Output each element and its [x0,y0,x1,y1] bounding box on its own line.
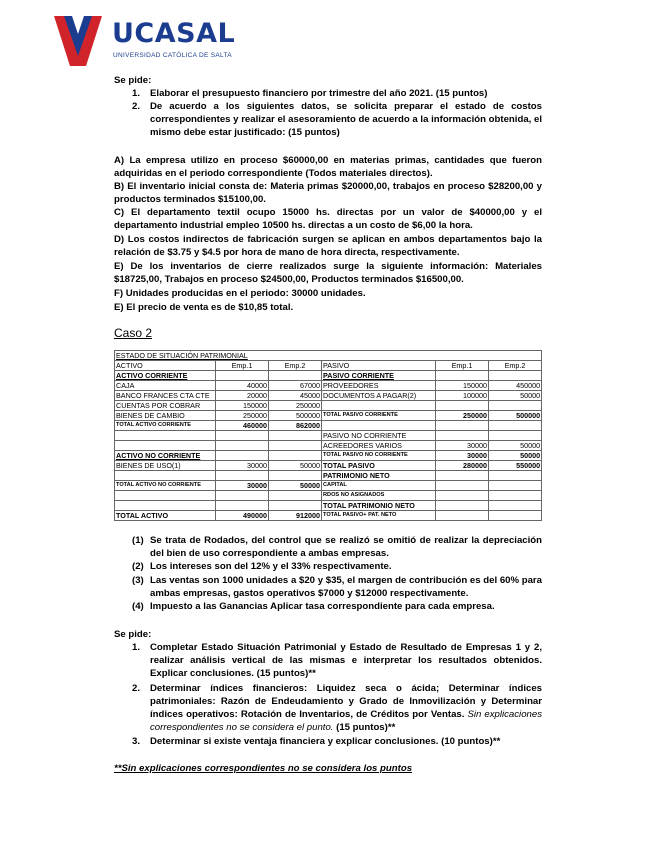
table-cell [216,431,269,441]
table-cell [489,421,542,431]
header-pasivo: PASIVO [322,361,436,371]
list-number: 1. [132,642,141,653]
note-text: Se trata de Rodados, del control que se realizó se omitió de realizar la depreciación del bien de uso correspondiente a ambas empresas. [150,535,542,559]
table-cell: CAPITAL [322,481,436,491]
table-cell [436,371,489,381]
table-row [115,421,542,431]
list-item [132,682,542,734]
table-cell [489,371,542,381]
list-text: Determinar si existe ventaja financiera y explicar conclusiones. (10 puntos)** [150,736,501,747]
table-cell: ACTIVO NO CORRIENTE [115,451,216,461]
header-pemp1: Emp.1 [436,361,489,371]
header-activo: ACTIVO [115,361,216,371]
table-cell: BIENES DE CAMBIO [115,411,216,421]
list-text-italic: Sin explicaciones correspondientes no se considera el punto. [150,709,542,733]
header-emp2: Emp.2 [269,361,322,371]
table-cell: 500000 [489,411,542,421]
table-header-row [115,361,542,371]
table-cell: 280000 [436,461,489,471]
table-row [115,391,542,401]
paragraph-f: F) Unidades producidas en el periodo: 30000 unidades. [114,288,366,299]
table-cell [216,501,269,511]
table-cell: 30000 [216,481,269,491]
table-cell [216,441,269,451]
note-number: (4) [132,601,144,612]
list-text: De acuerdo a los siguientes datos, se solicita preparar el estado de costos correspondientes y realizar el asesoramiento de acuerdo a la información obtenida, el mismo debe estar justificado: (15 puntos) [150,101,542,138]
table-cell: CUENTAS POR COBRAR [115,401,216,411]
table-cell: TOTAL PATRIMONIO NETO [322,501,436,511]
table-cell: 50000 [489,391,542,401]
paragraph-g: E) El precio de venta es de $10,85 total. [114,302,294,313]
note-number: (3) [132,575,144,586]
table-title-row [115,351,542,361]
paragraph-e: E) De los inventarios de cierre realizados surge la siguiente información: Materiales $18725,00, Trabajos en proceso $24500,00, Productos terminados $16500,00. [114,261,542,285]
table-cell [216,451,269,461]
note-text: Las ventas son 1000 unidades a $20 y $35, el margen de contribución es del 60% para ambas empresas, gastos operativos $7000 y $12000 respectivamente. [150,575,542,599]
table-cell [115,501,216,511]
paragraph-d: D) Los costos indirectos de fabricación surgen se aplican en ambos departamentos bajo la relación de $3.75 y $4.5 por hora de mano de hora directa, respectivamente. [114,234,542,258]
caso-2-title: Caso 2 [114,326,153,340]
list-item [132,641,542,680]
table-cell: BIENES DE USO(1) [115,461,216,471]
table-cell [269,451,322,461]
table-cell [269,471,322,481]
table-cell [115,431,216,441]
table-cell [436,511,489,521]
table-cell: 50000 [269,461,322,471]
note-item [132,600,542,613]
logo-wordmark: UCASAL [112,18,236,49]
table-cell: TOTAL ACTIVO NO CORRIENTE [115,481,216,491]
table-cell [115,471,216,481]
list-text: Determinar índices financieros: Liquidez seca o ácida; Determinar índices patrimoniales: Razón de Endeudamiento y Grado de Inmovilización y Determinar índices operativos: Rotación de Inventarios, de Créditos por Ventas. [150,683,542,720]
footer-note: **Sin explicaciones correspondientes no se considera los puntos [114,763,413,774]
table-cell: CAJA [115,381,216,391]
table-row [115,501,542,511]
table-row [115,441,542,451]
table-cell [436,401,489,411]
list-item [132,735,542,748]
table-row [115,431,542,441]
table-cell: PASIVO NO CORRIENTE [322,431,436,441]
table-cell: TOTAL ACTIVO [115,511,216,521]
list-text: Elaborar el presupuesto financiero por trimestre del año 2021. (15 puntos) [150,88,488,99]
note-number: (1) [132,535,144,546]
table-title: ESTADO DE SITUACIÓN PATRIMONIAL [115,351,542,361]
table-row [115,371,542,381]
table-cell [216,491,269,501]
table-cell: TOTAL PASIVO CORRIENTE [322,411,436,421]
table-cell [489,501,542,511]
table-cell: PASIVO CORRIENTE [322,371,436,381]
table-row [115,471,542,481]
table-cell [269,441,322,451]
table-cell: PATRIMONIO NETO [322,471,436,481]
list-number: 1. [132,88,141,99]
table-row [115,411,542,421]
table-cell: 450000 [489,381,542,391]
table-cell: 490000 [216,511,269,521]
table-cell: 50000 [489,451,542,461]
logo-subtitle: UNIVERSIDAD CATÓLICA DE SALTA [113,52,232,59]
list-number: 2. [132,101,141,112]
ucasal-logo [52,14,237,70]
list-item [132,87,542,100]
table-cell [322,421,436,431]
table-cell [216,371,269,381]
paragraph-c: C) El departamento textil ocupo 15000 hs. directas por un valor de $40000,00 y el departamento industrial empleo 10500 hs. directas a un costo de $6,00 la hora. [114,207,542,231]
table-cell [489,471,542,481]
note-text: Los intereses son del 12% y el 33% respectivamente. [150,561,392,572]
list-number: 3. [132,736,141,747]
table-cell: BANCO FRANCES CTA CTE [115,391,216,401]
table-cell: 50000 [489,441,542,451]
table-cell [322,401,436,411]
paragraph-a: A) La empresa utilizo en proceso $60000,00 en materias primas, cantidades que fueron adquiridas en el periodo correspondiente (Todos materiales directos). [114,155,542,179]
table-cell [489,491,542,501]
table-cell: 150000 [436,381,489,391]
table-cell [269,501,322,511]
table-cell [115,491,216,501]
ucasal-shield-icon [52,14,104,68]
table-cell: 50000 [269,481,322,491]
header-pemp2: Emp.2 [489,361,542,371]
list-number: 2. [132,683,141,694]
table-cell: 912000 [269,511,322,521]
table-cell [489,511,542,521]
table-cell: 100000 [436,391,489,401]
table-cell: 40000 [216,381,269,391]
table-cell: 250000 [436,411,489,421]
table-cell: 550000 [489,461,542,471]
table-cell [269,431,322,441]
table-cell: DOCUMENTOS A PAGAR(2) [322,391,436,401]
table-cell: TOTAL PASIVO NO CORRIENTE [322,451,436,461]
table-row [115,511,542,521]
note-item [132,534,542,560]
table-cell [436,481,489,491]
list-text-tail: (15 puntos)** [336,722,396,733]
table-cell: 20000 [216,391,269,401]
table-cell [269,491,322,501]
table-cell: TOTAL PASIVO [322,461,436,471]
table-cell [115,441,216,451]
table-cell [436,501,489,511]
table-cell: 250000 [269,401,322,411]
table-cell: 250000 [216,411,269,421]
table-cell: 30000 [436,451,489,461]
se-pide-heading-2: Se pide: [114,629,152,640]
table-cell: RDOS NO ASIGNADOS [322,491,436,501]
table-cell: 67000 [269,381,322,391]
table-cell: 460000 [216,421,269,431]
table-row [115,381,542,391]
table-cell: 150000 [216,401,269,411]
list-item [132,100,542,139]
table-row [115,481,542,491]
table-cell: 30000 [436,441,489,451]
table-cell [489,481,542,491]
table-cell [436,421,489,431]
note-text: Impuesto a las Ganancias Aplicar tasa correspondiente para cada empresa. [150,601,495,612]
table-cell [489,431,542,441]
table-cell: ACTIVO CORRIENTE [115,371,216,381]
table-row [115,451,542,461]
table-cell [436,471,489,481]
table-cell: 30000 [216,461,269,471]
table-cell [216,471,269,481]
note-item [132,574,542,600]
note-item [132,560,542,573]
table-cell: 500000 [269,411,322,421]
note-number: (2) [132,561,144,572]
table-cell: TOTAL PASIVO+ PAT. NETO [322,511,436,521]
table-cell: PROVEEDORES [322,381,436,391]
table-row [115,401,542,411]
header-emp1: Emp.1 [216,361,269,371]
paragraph-b: B) El inventario inicial consta de: Materia primas $20000,00, trabajos en proceso $28200,00 y productos terminados $15100,00. [114,181,542,205]
list-text: Completar Estado Situación Patrimonial y Estado de Resultado de Empresas 1 y 2, realizar análisis vertical de las mismas e interpretar los resultados obtenidos. Explicar conclusiones. (15 puntos)** [150,642,542,679]
table-cell: 45000 [269,391,322,401]
table-cell: ACREEDORES VARIOS [322,441,436,451]
table-cell [436,491,489,501]
table-row [115,491,542,501]
table-cell [489,401,542,411]
table-cell [269,371,322,381]
table-cell: TOTAL ACTIVO CORRIENTE [115,421,216,431]
list-text-block [150,682,542,734]
table-row [115,461,542,471]
table-cell [436,431,489,441]
balance-sheet-table [114,350,542,521]
table-cell: 862000 [269,421,322,431]
se-pide-heading-1: Se pide: [114,75,152,86]
